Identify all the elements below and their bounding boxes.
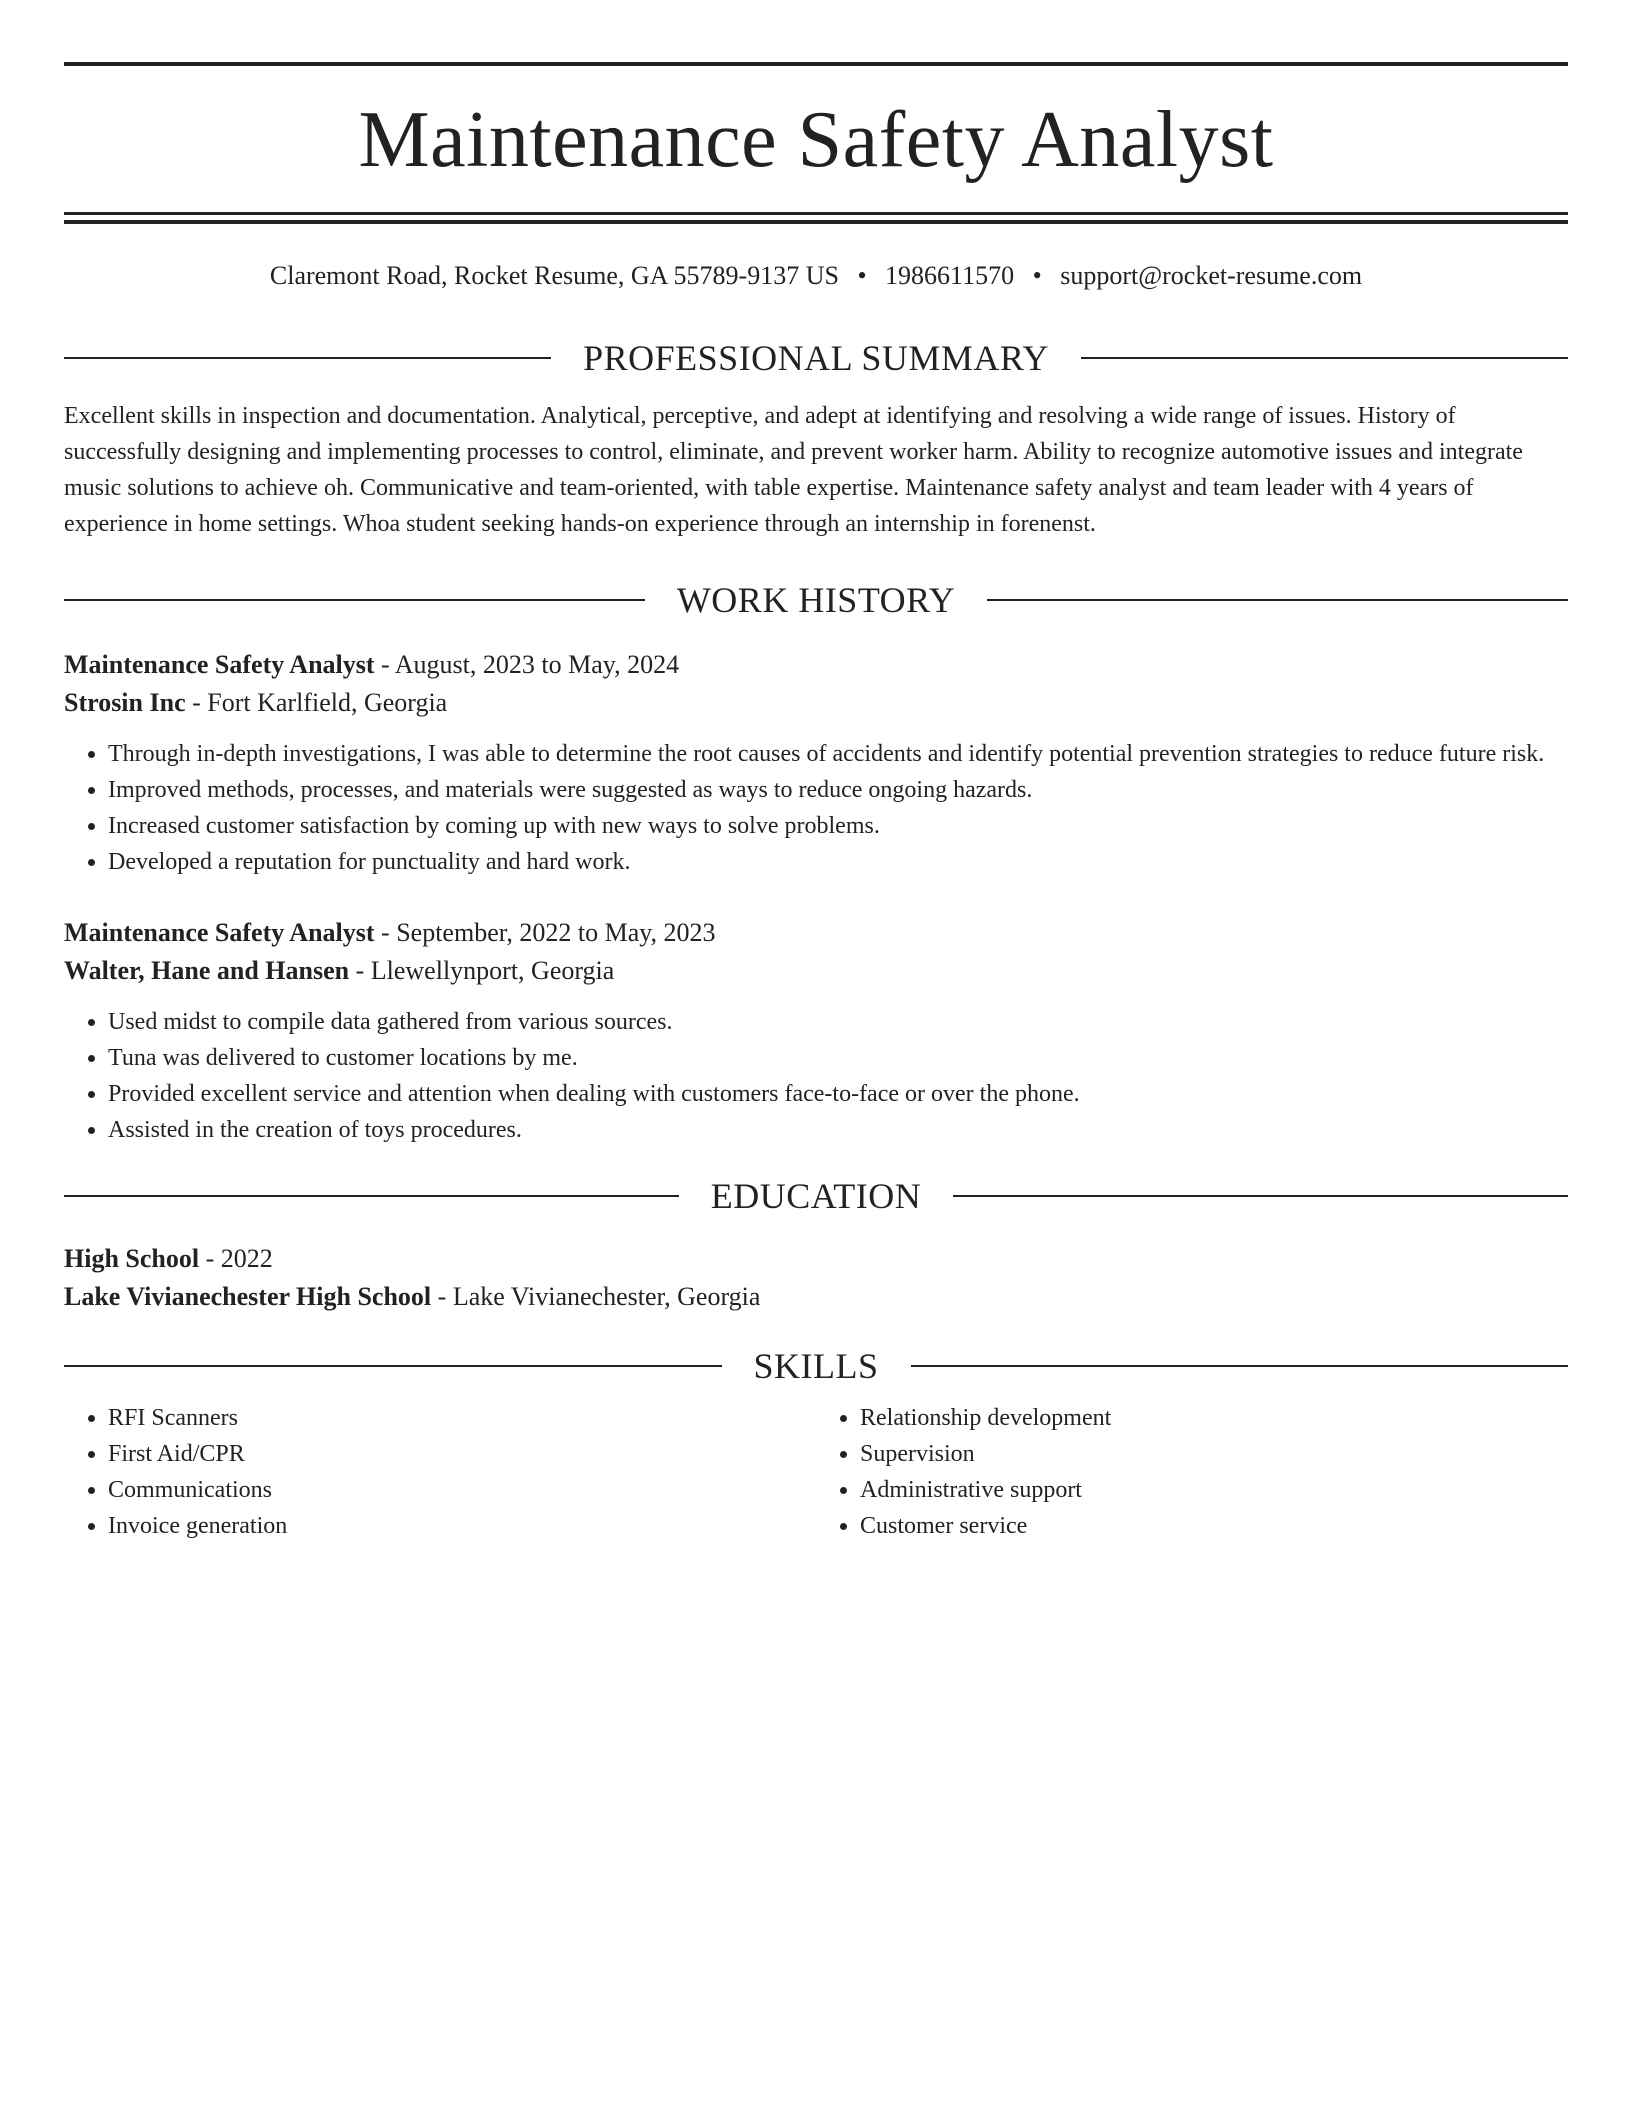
work-history-list <box>64 646 1568 1148</box>
contact-email: support@rocket-resume.com <box>1060 261 1363 290</box>
job-bullet: • Used midst to compile data gathered from various sources. <box>108 1004 1568 1040</box>
skill-item: • Invoice generation <box>108 1508 816 1544</box>
job-location: - Fort Karlfield, Georgia <box>185 688 448 717</box>
job-location: - Llewellynport, Georgia <box>349 956 615 985</box>
education-heading <box>64 1178 1568 1214</box>
work-history-heading <box>64 582 1568 618</box>
skill-item: • Communications <box>108 1472 816 1508</box>
skill-item: • Relationship development <box>860 1400 1568 1436</box>
work-history-heading-label: WORK HISTORY <box>676 580 956 620</box>
education-degree-line <box>64 1240 1568 1278</box>
job-bullet: • Improved methods, processes, and materials were suggested as ways to reduce ongoing hazards. <box>108 772 1568 808</box>
job-bullet: • Increased customer satisfaction by coming up with new ways to solve problems. <box>108 808 1568 844</box>
job-bullets <box>64 736 1568 880</box>
contact-separator: • <box>857 261 867 290</box>
job-entry <box>64 646 1568 880</box>
top-rule <box>64 62 1568 66</box>
contact-line <box>64 256 1568 296</box>
skill-item: • RFI Scanners <box>108 1400 816 1436</box>
job-company: Strosin Inc <box>64 688 186 717</box>
job-title-line <box>64 646 1568 684</box>
skills-heading <box>64 1348 1568 1384</box>
job-bullet: • Provided excellent service and attention when dealing with customers face-to-face or over the phone. <box>108 1076 1568 1112</box>
job-bullet: • Assisted in the creation of toys procedures. <box>108 1112 1568 1148</box>
title-double-rule <box>64 212 1568 224</box>
job-company-line <box>64 684 1568 722</box>
skills-column-right <box>816 1400 1568 1544</box>
summary-text: Excellent skills in inspection and documentation. Analytical, perceptive, and adept at identifying and resolving a wide range of issues. History of successfully designing and implementing processes to control, eliminate, and prevent worker harm. Ability to recognize automotive issues and integrate music solutions to achieve oh. Communicative and team-oriented, with table expertise. Maintenance safety analyst and team leader with 4 years of experience in home settings. Whoa student seeking hands-on experience through an internship in forenenst. <box>64 403 1523 537</box>
summary-heading <box>64 340 1568 376</box>
skills-grid <box>64 1400 1568 1544</box>
skill-item: • Administrative support <box>860 1472 1568 1508</box>
job-company-line <box>64 952 1568 990</box>
skills-heading-label: SKILLS <box>753 1346 879 1386</box>
skill-item: • Supervision <box>860 1436 1568 1472</box>
job-title: Maintenance Safety Analyst <box>64 918 375 947</box>
job-dates: - August, 2023 to May, 2024 <box>374 650 680 679</box>
summary-heading-label: PROFESSIONAL SUMMARY <box>583 338 1049 378</box>
resume-title: Maintenance Safety Analyst <box>358 96 1274 184</box>
job-title-line <box>64 914 1568 952</box>
skill-item: • First Aid/CPR <box>108 1436 816 1472</box>
education-school: Lake Vivianechester High School <box>64 1282 432 1311</box>
education-heading-label: EDUCATION <box>710 1176 922 1216</box>
contact-phone: 1986611570 <box>885 261 1015 290</box>
job-company: Walter, Hane and Hansen <box>64 956 350 985</box>
contact-address: Claremont Road, Rocket Resume, GA 55789-9137 US <box>269 261 839 290</box>
job-bullet: • Tuna was delivered to customer locations by me. <box>108 1040 1568 1076</box>
skill-item: • Customer service <box>860 1508 1568 1544</box>
contact-separator: • <box>1032 261 1042 290</box>
job-bullets <box>64 1004 1568 1148</box>
education-degree: High School <box>64 1244 200 1273</box>
education-school-line <box>64 1278 1568 1316</box>
job-entry <box>64 914 1568 1148</box>
education-entry <box>64 1240 1568 1316</box>
job-bullet: • Developed a reputation for punctuality and hard work. <box>108 844 1568 880</box>
job-dates: - September, 2022 to May, 2023 <box>374 918 716 947</box>
job-title: Maintenance Safety Analyst <box>64 650 375 679</box>
job-bullet: • Through in-depth investigations, I was able to determine the root causes of accidents and identify potential prevention strategies to reduce future risk. <box>108 736 1568 772</box>
education-location: - Lake Vivianechester, Georgia <box>431 1282 761 1311</box>
education-year: - 2022 <box>199 1244 273 1273</box>
skills-column-left <box>64 1400 816 1544</box>
